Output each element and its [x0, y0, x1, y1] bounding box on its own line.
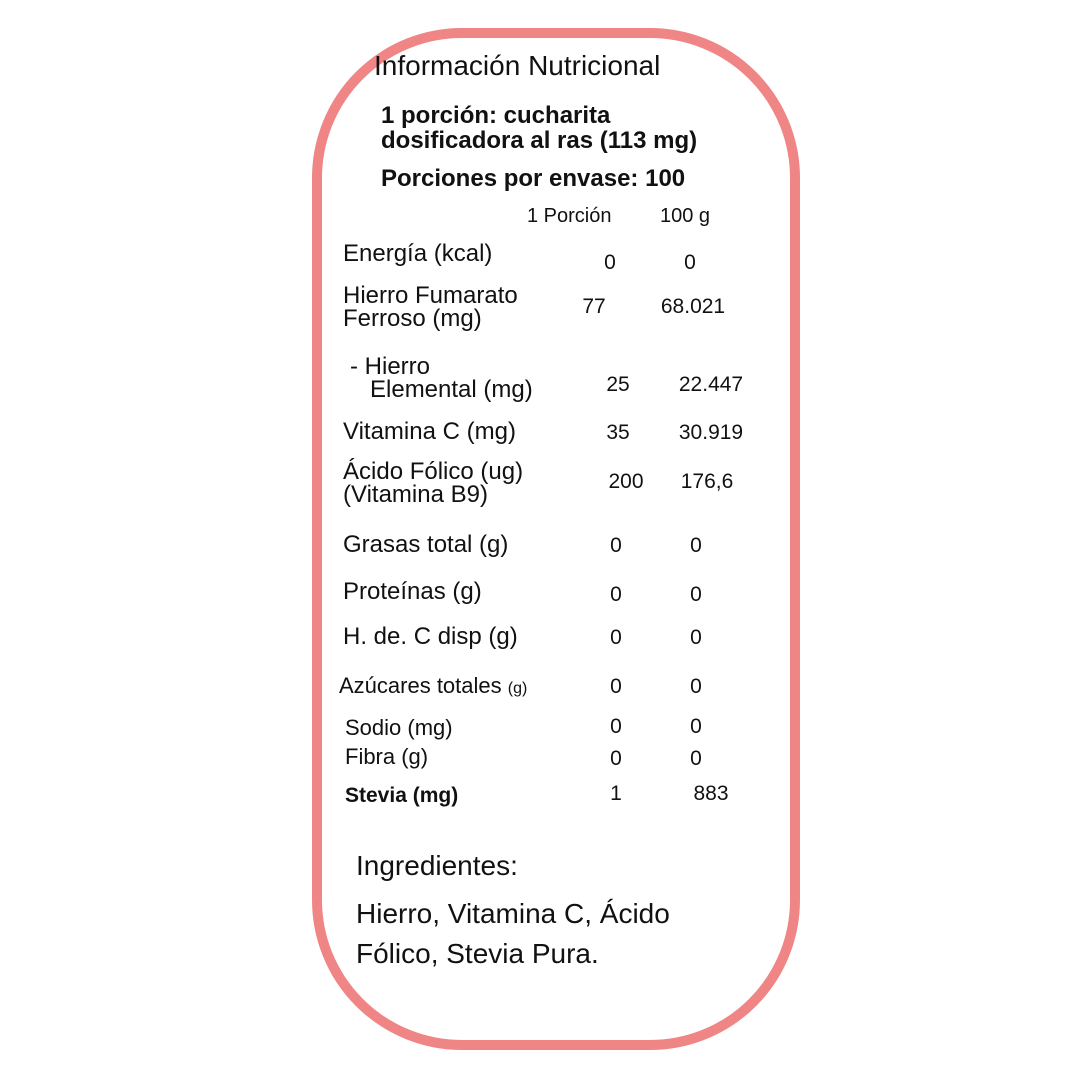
nutrient-value-portion: 0: [610, 715, 622, 738]
nutrient-value-per100: 0: [690, 747, 702, 770]
nutrient-value-per100: 0: [690, 626, 702, 649]
nutrient-value-portion: 0: [610, 534, 622, 557]
nutrient-value-per100: 0: [684, 251, 696, 274]
nutrient-label-azucares: [339, 674, 527, 700]
nutrient-label-fibra: Fibra (g): [345, 744, 429, 769]
nutrient-value-per100: 883: [693, 782, 729, 805]
nutrient-label-vitamina-c: Vitamina C (mg): [343, 418, 516, 445]
nutrient-label-line-1: - Hierro: [350, 353, 431, 380]
nutrient-value-per100: 68.021: [660, 295, 726, 318]
nutrient-value-per100: 0: [690, 675, 702, 698]
serving-size: [381, 103, 697, 153]
nutrient-value-per100: 22.447: [678, 373, 744, 396]
nutrient-label-grasas: Grasas total (g): [343, 531, 509, 558]
nutrient-label-acido-folico: [343, 460, 523, 506]
nutrient-value-portion: 0: [610, 626, 622, 649]
serving-size-line-1: 1 porción: cucharita: [381, 102, 611, 129]
nutrient-label-sodio: Sodio (mg): [345, 715, 453, 740]
ingredients-list: [356, 894, 670, 974]
serving-size-line-2: dosificadora al ras (113 mg): [381, 127, 698, 154]
nutrient-value-portion: 200: [608, 470, 644, 493]
nutrient-label-hierro-fumarato: [343, 284, 518, 330]
nutrient-label-line-2: Ferroso (mg): [343, 305, 482, 332]
servings-per-container: Porciones por envase: 100: [381, 165, 686, 192]
nutrient-label-stevia: Stevia (mg): [345, 784, 459, 807]
nutrient-label-unit: (g): [507, 680, 528, 697]
nutrient-label-hierro-elemental: [350, 355, 533, 401]
ingredients-line-2: Fólico, Stevia Pura.: [356, 938, 599, 969]
nutrient-value-portion: 1: [610, 782, 622, 805]
nutrient-label-text: Azúcares totales: [339, 673, 502, 698]
nutrient-value-portion: 35: [606, 421, 630, 444]
nutrient-value-portion: 77: [582, 295, 606, 318]
nutrient-value-per100: 0: [690, 715, 702, 738]
nutrient-value-portion: 0: [610, 747, 622, 770]
nutrient-value-portion: 0: [610, 583, 622, 606]
nutrient-value-portion: 25: [606, 373, 630, 396]
nutrient-label-line-2: (Vitamina B9): [343, 481, 488, 508]
nutrient-value-per100: 30.919: [678, 421, 744, 444]
nutrient-value-per100: 0: [690, 583, 702, 606]
nutrient-value-portion: 0: [604, 251, 616, 274]
column-header-portion: 1 Porción: [527, 205, 612, 227]
nutrient-value-portion: 0: [610, 675, 622, 698]
nutrient-label-energia: Energía (kcal): [343, 240, 493, 267]
nutrient-value-per100: 0: [690, 534, 702, 557]
nutrient-value-per100: 176,6: [680, 470, 734, 493]
nutrient-label-line-1: Hierro Fumarato: [343, 282, 518, 309]
column-header-per-100g: 100 g: [660, 205, 711, 227]
nutrient-label-line-1: Ácido Fólico (ug): [343, 458, 524, 485]
ingredients-line-1: Hierro, Vitamina C, Ácido: [356, 898, 670, 929]
nutrient-label-hidratos: H. de. C disp (g): [343, 623, 518, 650]
nutrient-label-line-2: Elemental (mg): [370, 376, 533, 403]
label-title: Información Nutricional: [374, 50, 661, 81]
ingredients-title: Ingredientes:: [356, 850, 518, 881]
nutrient-label-proteinas: Proteínas (g): [343, 578, 482, 605]
